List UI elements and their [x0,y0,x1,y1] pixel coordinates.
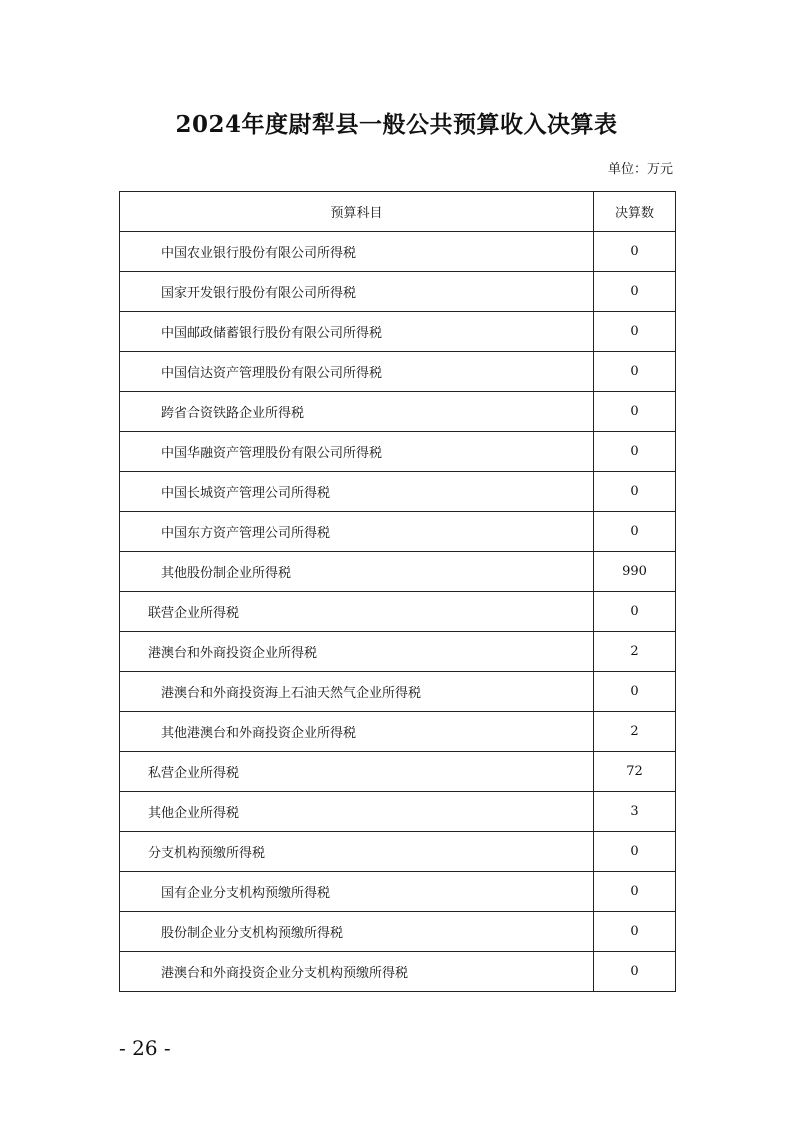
row-amount: 2 [594,632,676,672]
row-amount: 0 [594,832,676,872]
row-subject: 国有企业分支机构预缴所得税 [120,872,594,912]
row-amount: 0 [594,872,676,912]
row-amount: 0 [594,352,676,392]
row-subject: 其他企业所得税 [120,792,594,832]
table-row [120,352,676,392]
row-subject: 港澳台和外商投资海上石油天然气企业所得税 [120,672,594,712]
row-amount: 0 [594,672,676,712]
row-subject: 中国信达资产管理股份有限公司所得税 [120,352,594,392]
table-row [120,712,676,752]
row-subject: 分支机构预缴所得税 [120,832,594,872]
table-row [120,872,676,912]
page-number: - 26 - [119,1036,171,1060]
row-amount: 0 [594,592,676,632]
row-subject: 联营企业所得税 [120,592,594,632]
row-subject: 国家开发银行股份有限公司所得税 [120,272,594,312]
table-row [120,632,676,672]
table-row [120,552,676,592]
table-row [120,792,676,832]
row-amount: 0 [594,472,676,512]
table-row [120,432,676,472]
row-subject: 其他港澳台和外商投资企业所得税 [120,712,594,752]
row-amount: 2 [594,712,676,752]
row-subject: 私营企业所得税 [120,752,594,792]
table-row [120,912,676,952]
table-row [120,272,676,312]
row-amount: 0 [594,912,676,952]
table-row [120,232,676,272]
row-amount: 3 [594,792,676,832]
row-subject: 股份制企业分支机构预缴所得税 [120,912,594,952]
header-subject: 预算科目 [120,192,594,232]
table-row [120,392,676,432]
table-header-row [120,192,676,232]
table-row [120,592,676,632]
row-subject: 中国农业银行股份有限公司所得税 [120,232,594,272]
row-amount: 0 [594,432,676,472]
row-subject: 港澳台和外商投资企业所得税 [120,632,594,672]
row-subject: 中国长城资产管理公司所得税 [120,472,594,512]
row-subject: 中国华融资产管理股份有限公司所得税 [120,432,594,472]
table-row [120,752,676,792]
table-row [120,952,676,992]
table-row [120,472,676,512]
row-amount: 0 [594,392,676,432]
table-row [120,832,676,872]
row-amount: 0 [594,232,676,272]
row-subject: 港澳台和外商投资企业分支机构预缴所得税 [120,952,594,992]
row-amount: 72 [594,752,676,792]
row-subject: 跨省合资铁路企业所得税 [120,392,594,432]
row-subject: 中国邮政储蓄银行股份有限公司所得税 [120,312,594,352]
row-amount: 990 [594,552,676,592]
row-amount: 0 [594,312,676,352]
unit-label: 单位：万元 [607,162,673,177]
row-subject: 其他股份制企业所得税 [120,552,594,592]
table-row [120,312,676,352]
table-row [120,512,676,552]
budget-table [119,191,676,992]
row-amount: 0 [594,952,676,992]
row-amount: 0 [594,512,676,552]
header-amount: 决算数 [594,192,676,232]
row-amount: 0 [594,272,676,312]
row-subject: 中国东方资产管理公司所得税 [120,512,594,552]
document-title: 2024年度尉犁县一般公共预算收入决算表 [175,111,618,138]
table-row [120,672,676,712]
